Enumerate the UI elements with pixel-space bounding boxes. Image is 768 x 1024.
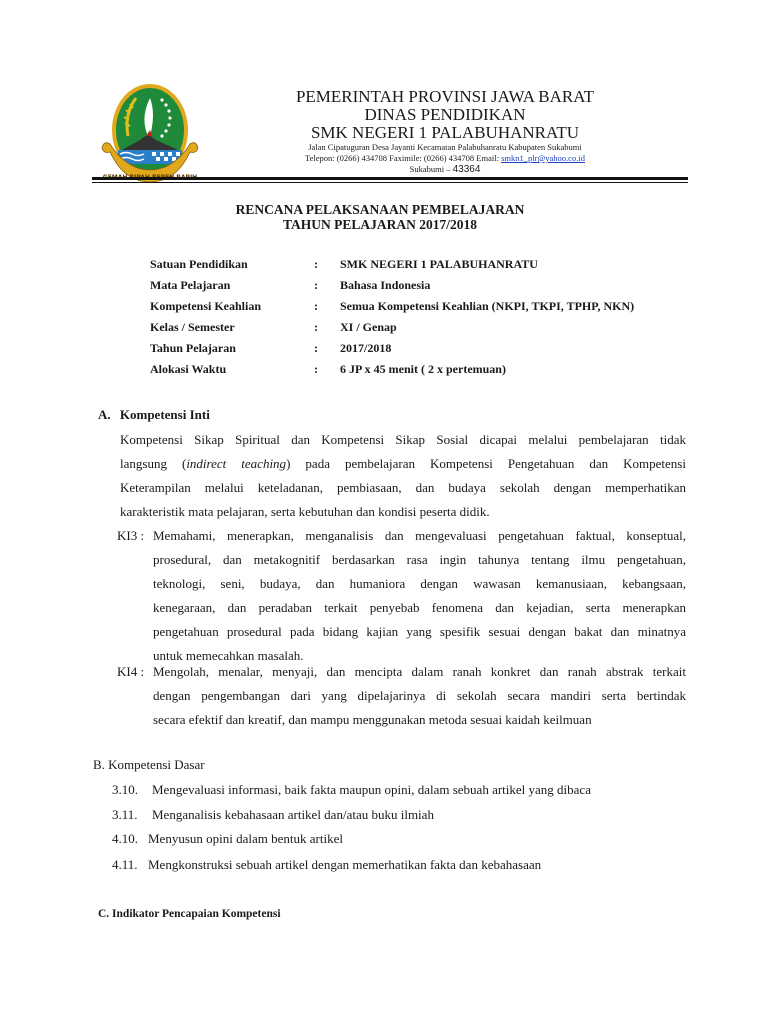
- section-b-heading: B. Kompetensi Dasar: [93, 757, 205, 772]
- identity-value: 2017/2018: [340, 341, 392, 355]
- document-subtitle-year: TAHUN PELAJARAN 2017/2018: [282, 217, 477, 232]
- kd-text: Menganalisis kebahasaan artikel dan/atau buku ilmiah: [152, 807, 434, 822]
- italic-term: indirect teaching: [186, 456, 287, 471]
- letterhead-phone-fax: Telepon: (0266) 434708 Faximile: (0266) 434708 Email:: [305, 153, 499, 163]
- kd-item: [112, 831, 712, 851]
- identity-colon: :: [314, 278, 318, 292]
- paragraph-line: prosedural, dan metakognitif berdasarkan rasa ingin tahunya tentang ilmu pengetahuan,: [153, 552, 686, 567]
- section-a-title: Kompetensi Inti: [119, 407, 210, 422]
- paragraph-line: [120, 452, 686, 476]
- identity-label: Kelas / Semester: [150, 320, 235, 334]
- kd-number: 4.10.: [112, 831, 138, 846]
- identity-colon: :: [314, 341, 318, 355]
- identity-row: [150, 257, 710, 277]
- identity-colon: :: [314, 299, 318, 313]
- text-span: langsung (: [120, 456, 187, 471]
- identity-value: SMK NEGERI 1 PALABUHANRATU: [340, 257, 538, 271]
- identity-row: [150, 362, 710, 382]
- paragraph-line: Keterampilan melalui keteladanan, pembiasaan, dan budaya sekolah dengan memperhatikan: [120, 480, 686, 495]
- identity-value: 6 JP x 45 menit ( 2 x pertemuan): [340, 362, 506, 376]
- paragraph-line: Mengolah, menalar, menyaji, dan mencipta dalam ranah konkret dan ranah abstrak terkait: [153, 664, 686, 679]
- letterhead-contact: [230, 154, 660, 163]
- identity-row: [150, 341, 710, 361]
- letterhead-address: Jalan Cipatuguran Desa Jayanti Kecamatan Palabuhanratu Kabupaten Sukabumi: [308, 142, 582, 152]
- letterhead-city-zip: [230, 165, 660, 175]
- identity-colon: :: [314, 257, 318, 271]
- identity-label: Satuan Pendidikan: [150, 257, 248, 271]
- section-a-heading: [98, 407, 210, 423]
- text-span: ) pada pembelajaran Kompetensi Pengetahuan dan Kompetensi: [286, 456, 686, 471]
- ki3-body: [153, 524, 686, 668]
- paragraph-line: Memahami, menerapkan, menganalisis dan mengevaluasi pengetahuan faktual, konseptual,: [153, 528, 686, 543]
- west-java-coat-of-arms-icon: [100, 78, 200, 190]
- paragraph-line: Kompetensi Sikap Spiritual dan Kompetensi Sikap Sosial dicapai melalui pembelajaran tidak: [120, 432, 686, 447]
- paragraph-line: teknologi, seni, budaya, dan humaniora dengan wawasan kemanusiaan, kebangsaan,: [153, 576, 686, 591]
- letterhead-divider-thin: [92, 182, 688, 183]
- paragraph-line: secara efektif dan kreatif, dan mampu menggunakan metoda sesuai kaidah keilmuan: [153, 712, 592, 727]
- identity-row: [150, 278, 710, 298]
- kd-item: [112, 857, 712, 877]
- kd-number: 3.11.: [112, 807, 138, 822]
- section-a-marker: A.: [98, 407, 111, 422]
- coat-of-arms-logo: [100, 78, 200, 190]
- identity-colon: :: [314, 320, 318, 334]
- identity-row: [150, 320, 710, 340]
- identity-value: XI / Genap: [340, 320, 397, 334]
- paragraph-line: kenegaraan, dan peradaban terkait penyebab fenomena dan kejadian, serta menerapkan: [153, 600, 686, 615]
- paragraph-line: karakteristik mata pelajaran, serta kebutuhan dan kondisi peserta didik.: [120, 504, 490, 519]
- letterhead-school-name: SMK NEGERI 1 PALABUHANRATU: [310, 123, 580, 142]
- paragraph-line: pengetahuan prosedural pada bidang kajian yang spesifik sesuai dengan bakat dan minatnya: [153, 624, 686, 639]
- identity-label: Alokasi Waktu: [150, 362, 227, 376]
- kd-item: [112, 782, 712, 802]
- section-a-intro: [120, 428, 686, 524]
- paragraph-line: untuk memecahkan masalah.: [153, 648, 304, 663]
- section-c-heading: C. Indikator Pencapaian Kompetensi: [98, 908, 281, 920]
- kd-item: [112, 807, 712, 827]
- kd-number: 4.11.: [112, 857, 138, 872]
- letterhead-city: Sukabumi –: [409, 164, 453, 174]
- identity-label: Tahun Pelajaran: [150, 341, 236, 355]
- identity-value: Semua Kompetensi Keahlian (NKPI, TKPI, TPHP, NKN): [340, 299, 635, 313]
- identity-row: [150, 299, 710, 319]
- email-link[interactable]: smkn1_plr@yahoo.co.id: [501, 153, 585, 163]
- kd-text: Mengevaluasi informasi, baik fakta maupun opini, dalam sebuah artikel yang dibaca: [152, 782, 591, 797]
- letterhead-zip: 43364: [452, 164, 481, 175]
- kd-text: Mengkonstruksi sebuah artikel dengan memerhatikan fakta dan kebahasaan: [148, 857, 542, 872]
- ki4-body: [153, 660, 686, 732]
- kd-number: 3.10.: [112, 782, 138, 797]
- ki3-label: KI3 :: [117, 528, 145, 543]
- identity-label: Mata Pelajaran: [150, 278, 231, 292]
- identity-label: Kompetensi Keahlian: [150, 299, 262, 313]
- ki4-label: KI4 :: [117, 664, 145, 679]
- letterhead-government: PEMERINTAH PROVINSI JAWA BARAT: [295, 87, 595, 106]
- document-title: RENCANA PELAKSANAAN PEMBELAJARAN: [235, 202, 525, 217]
- letterhead-divider-thick: [92, 177, 688, 180]
- letterhead-department: DINAS PENDIDIKAN: [364, 105, 526, 124]
- kd-text: Menyusun opini dalam bentuk artikel: [148, 831, 343, 846]
- paragraph-line: dengan pengembangan dari yang dipelajarinya di sekolah secara mandiri serta bertindak: [153, 688, 686, 703]
- identity-value: Bahasa Indonesia: [340, 278, 431, 292]
- identity-colon: :: [314, 362, 318, 376]
